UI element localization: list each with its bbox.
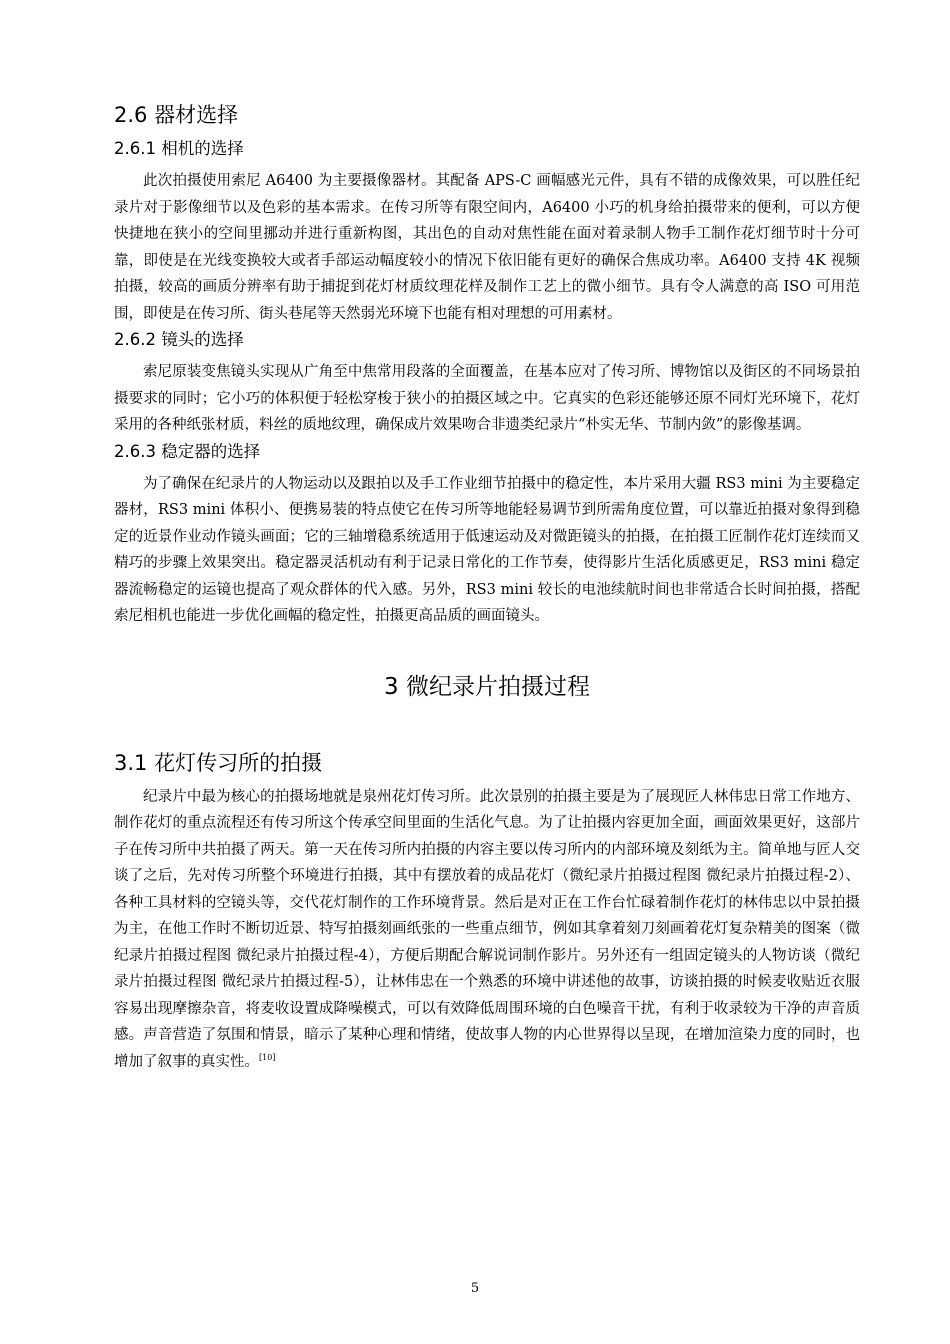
paragraph-studio-shooting — [114, 784, 860, 1076]
citation-reference[interactable]: [10] — [259, 1052, 276, 1062]
chapter-heading-3: 3 微纪录片拍摄过程 — [384, 673, 590, 700]
paragraph-stabilizer: 为了确保在纪录片的人物运动以及跟拍以及手工作业细节拍摄中的稳定性，本片采用大疆 RS3 mini 为主要稳定器材，RS3 mini 体积小、便携易装的特点使它在传习所等地能轻易调节到所需角度位置，可以靠近拍摄对象得到稳定的近景作业动作镜头画面；它的三轴增稳系统适用于低速运动及对微距镜头的拍摄，在拍摄工匠制作花灯连续而又精巧的步骤上效果突出。稳定器灵活机动有利于记录日常化的工作节奏，使得影片生活化质感更足，RS3 mini 稳定器流畅稳定的运镜也提高了观众群体的代入感。另外，RS3 mini 较长的电池续航时间也非常适合长时间拍摄，搭配索尼相机也能进一步优化画幅的稳定性，拍摄更高品质的画面镜头。 — [114, 475, 860, 624]
section-heading-2-6-2: 2.6.2 镜头的选择 — [114, 330, 244, 349]
section-heading-2-6-3: 2.6.3 稳定器的选择 — [114, 441, 261, 461]
paragraph-camera: 此次拍摄使用索尼 A6400 为主要摄像器材。其配备 APS-C 画幅感光元件，具有不错的成像效果，可以胜任纪录片对于影像细节以及色彩的基本需求。在传习所等有限空间内，A6400 小巧的机身给拍摄带来的便利，可以方便快捷地在狭小的空间里挪动并进行重新构图，其出色的自动对焦性能在面对着录制人物手工制作花灯细节时十分可靠，即使是在光线变换较大或者手部运动幅度较小的情况下依旧能有更好的确保合焦成功率。A6400 支持 4K 视频拍摄，较高的画质分辨率有助于捕捉到花灯材质纹理花样及制作工艺上的微小细节。具有令人满意的高 ISO 可用范围，即使是在传习所、街头巷尾等天然弱光环境下也能有相对理想的可用素材。 — [114, 173, 860, 322]
page-number: 5 — [470, 1281, 480, 1296]
page-content — [114, 100, 860, 1075]
section-heading-2-6: 2.6 器材选择 — [114, 103, 239, 127]
paragraph-studio-text: 纪录片中最为核心的拍摄场地就是泉州花灯传习所。此次景别的拍摄主要是为了展现匠人林伟忠日常工作地方、制作花灯的重点流程还有传习所这个传承空间里面的生活化气息。为了让拍摄内容更加全面，画面效果更好，这部片子在传习所中共拍摄了两天。第一天在传习所内拍摄的内容主要以传习所内的内部环境及刻纸为主。简单地与匠人交谈了之后，先对传习所整个环境进行拍摄，其中有摆放着的成品花灯（微纪录片拍摄过程图 微纪录片拍摄过程-2）、各种工具材料的空镜头等，交代花灯制作的工作环境背景。然后是对正在工作台忙碌着制作花灯的林伟忠以中景拍摄为主，在他工作时不断切近景、特写拍摄刻画纸张的一些重点细节，例如其拿着刻刀刻画着花灯复杂精美的图案（微纪录片拍摄过程图 微纪录片拍摄过程-4），方便后期配合解说词制作影片。另外还有一组固定镜头的人物访谈（微纪录片拍摄过程图 微纪录片拍摄过程-5），让林伟忠在一个熟悉的环境中讲述他的故事，访谈拍摄的时候麦收贴近衣服容易出现摩擦杂音，将麦收设置成降噪模式，可以有效降低周围环境的白色噪音干扰，有利于收录较为干净的声音质感。声音营造了氛围和情景，暗示了某种心理和情绪，使故事人物的内心世界得以呈现，在增加渲染力度的同时，也增加了叙事的真实性。 — [114, 788, 860, 1070]
paragraph-lens: 索尼原装变焦镜头实现从广角至中焦常用段落的全面覆盖，在基本应对了传习所、博物馆以及街区的不同场景拍摄要求的同时；它小巧的体积便于轻松穿梭于狭小的拍摄区域之中。它真实的色彩还能够还原不同灯光环境下，花灯采用的各种纸张材质，料丝的质地纹理，确保成片效果吻合非遗类纪录片“朴实无华、节制内敛”的影像基调。 — [114, 364, 860, 433]
section-heading-3-1: 3.1 花灯传习所的拍摄 — [114, 750, 323, 775]
section-heading-2-6-1: 2.6.1 相机的选择 — [114, 139, 244, 158]
